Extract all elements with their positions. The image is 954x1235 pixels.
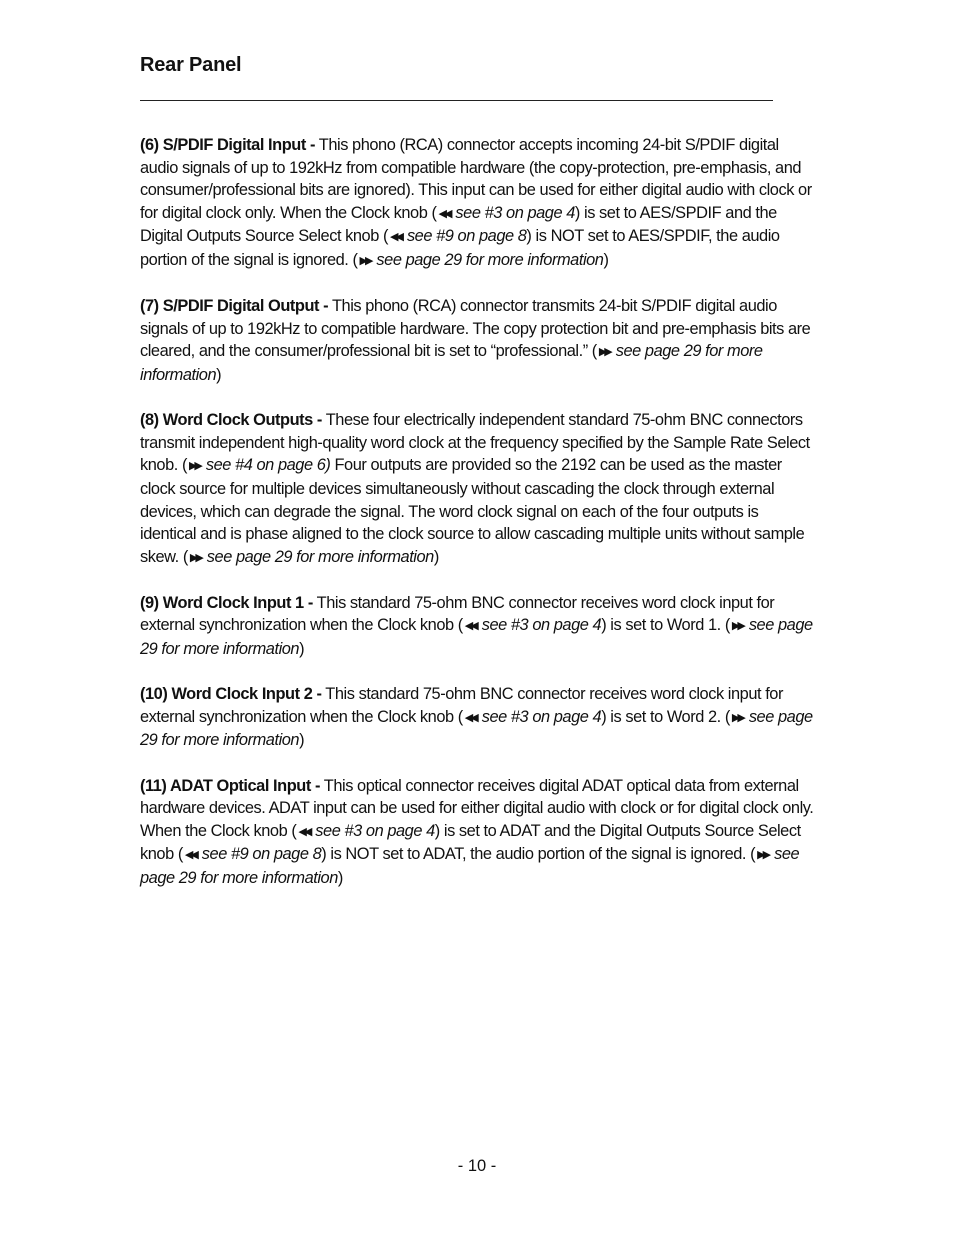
fast-forward-icon: ▶▶ [731, 711, 743, 724]
cross-reference: see page 29 for more information [376, 250, 604, 269]
cross-reference: see page 29 for more information [140, 342, 763, 384]
cross-reference: see #3 on page 4 [481, 707, 602, 726]
section-heading: (9) Word Clock Input 1 - [140, 593, 313, 612]
page-number: - 10 - [457, 1157, 497, 1175]
section-word-clock-outputs: (8) Word Clock Outputs - These four electrically independent standard 75-ohm BNC connectors transmit independent high-quality word clock at the frequency specified by the Sample Rate Select knob. ( ▶▶ see #4 on page 6) Four outputs are provided so the 2192 can be used as the master clock source for multiple devices simultaneously without cascading the clock through external devices, which can degrade the signal. The word clock signal on each of the four outputs is identical and is phase aligned to the clock source to allow cascading multiple units without sample skew. ( ▶▶ see page 29 for more information) [140, 411, 810, 566]
fast-forward-icon: ▶▶ [598, 346, 610, 359]
fast-forward-icon: ▶▶ [359, 254, 371, 267]
rewind-icon: ◀◀ [184, 849, 196, 862]
cross-reference: see #9 on page 8 [406, 227, 527, 246]
section-spdif-digital-output: (7) S/PDIF Digital Output - This phono (RCA) connector transmits 24-bit S/PDIF digital audio signals of up to 192kHz to compatible hardware. The copy protection bit and pre-emphasis bits are cleared, and the consumer/professional bit is set to “professional.” ( ▶▶ see page 29 for more information) [140, 297, 811, 384]
section-heading: (11) ADAT Optical Input - [140, 776, 320, 795]
cross-reference: see page 29 for more information [140, 707, 813, 750]
cross-reference: see page 29 for more information [140, 616, 813, 659]
fast-forward-icon: ▶▶ [188, 460, 200, 473]
section-word-clock-input-2: (10) Word Clock Input 2 - This standard 75-ohm BNC connector receives word clock input for external synchronization when the Clock knob ( ◀◀ see #3 on page 4) is set to Word 2. ( ▶▶ see page 29 for more information) [140, 685, 813, 750]
document-body [140, 134, 815, 912]
page-title: Rear Panel [140, 54, 242, 76]
cross-reference: see page 29 for more information [140, 845, 800, 887]
fast-forward-icon: ▶▶ [731, 620, 743, 633]
section-adat-optical-input: (11) ADAT Optical Input - This optical connector receives digital ADAT optical data from external hardware devices. ADAT input can be used for either digital audio with clock or for digital clock only. When the Clock knob ( ◀◀ see #3 on page 4) is set to ADAT and the Digital Outputs Source Select knob ( ◀◀ see #9 on page 8) is NOT set to ADAT, the audio portion of the signal is ignored. ( ▶▶ see page 29 for more information) [140, 776, 814, 887]
section-heading: (6) S/PDIF Digital Input - [140, 136, 315, 154]
cross-reference: see #4 on page 6) [205, 456, 331, 475]
section-heading: (7) S/PDIF Digital Output - [140, 297, 329, 316]
cross-reference: see #3 on page 4 [455, 203, 575, 222]
section-heading: (10) Word Clock Input 2 - [140, 685, 322, 704]
section-spdif-digital-input: (6) S/PDIF Digital Input - This phono (RCA) connector accepts incoming 24-bit S/PDIF digital audio signals of up to 192kHz from compatible hardware (the copy-protection, pre-emphasis, and consumer/professional bits are ignored). This input can be used for either digital audio with clock or for digital clock only. When the Clock knob ( ◀◀ see #3 on page 4) is set to AES/SPDIF and the Digital Outputs Source Select knob ( ◀◀ see #9 on page 8) is NOT set to AES/SPDIF, the audio portion of the signal is ignored. ( ▶▶ see page 29 for more information) [140, 136, 812, 269]
cross-reference: see #3 on page 4 [481, 616, 602, 635]
rewind-icon: ◀◀ [438, 207, 450, 220]
section-heading: (8) Word Clock Outputs - [140, 411, 322, 430]
rewind-icon: ◀◀ [464, 711, 476, 724]
section-word-clock-input-1: (9) Word Clock Input 1 - This standard 75-ohm BNC connector receives word clock input for external synchronization when the Clock knob ( ◀◀ see #3 on page 4) is set to Word 1. ( ▶▶ see page 29 for more information) [140, 593, 813, 659]
rewind-icon: ◀◀ [464, 620, 476, 633]
fast-forward-icon: ▶▶ [189, 551, 201, 564]
fast-forward-icon: ▶▶ [757, 849, 769, 862]
cross-reference: see #9 on page 8 [201, 845, 322, 864]
cross-reference: see page 29 for more information [206, 547, 434, 566]
rewind-icon: ◀◀ [390, 231, 401, 244]
title-divider [140, 100, 773, 101]
rewind-icon: ◀◀ [298, 825, 310, 838]
cross-reference: see #3 on page 4 [315, 821, 435, 840]
